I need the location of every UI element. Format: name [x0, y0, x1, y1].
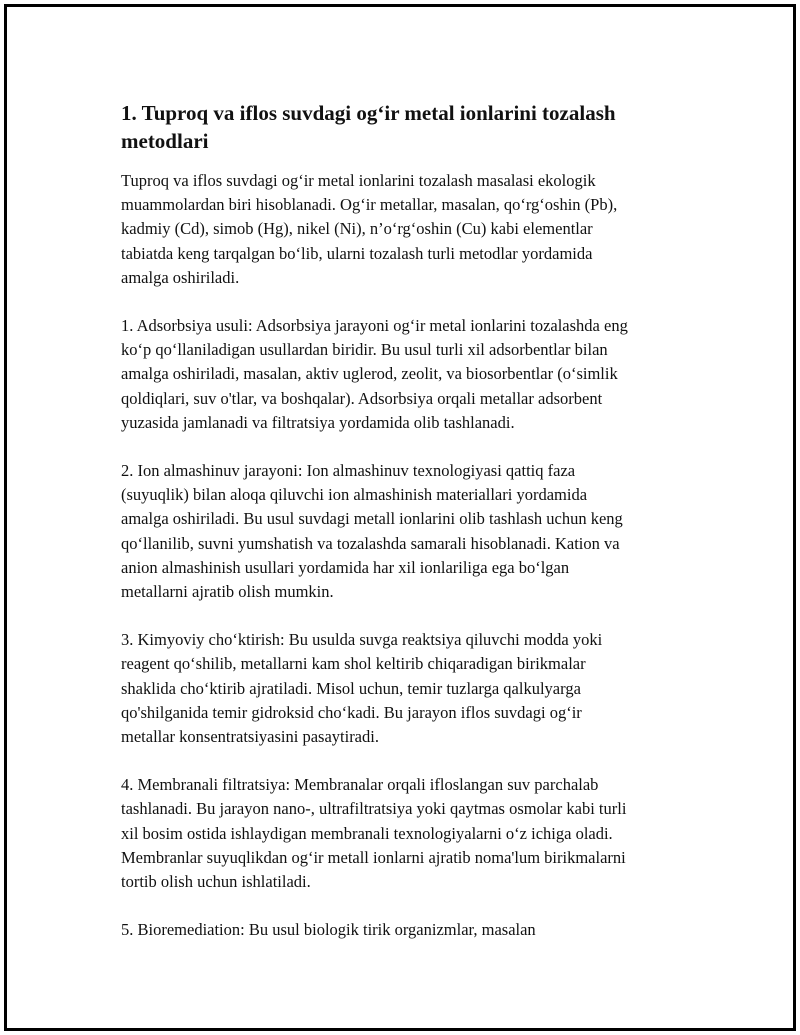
- document-page: [4, 4, 796, 1031]
- paragraph-intro: Tuproq va iflos suvdagi og‘ir metal ionlarini tozalash masalasi ekologik muammolardan biri hisoblanadi. Og‘ir metallar, masalan, qo‘rg‘oshin (Pb), kadmiy (Cd), simob (Hg), nikel (Ni), n’o‘rg‘oshin (Cu) kabi elementlar tabiatda keng tarqalgan bo‘lib, ularni tozalash turli metodlar yordamida amalga oshiriladi.: [121, 171, 618, 287]
- paragraph-chemical-precipitation: 3. Kimyoviy cho‘ktirish: Bu usulda suvga reaktsiya qiluvchi modda yoki reagent qo‘shilib, metallarni kam shol keltirib chiqaradigan birikmalar shaklida cho‘ktirib ajratiladi. Misol uchun, temir tuzlarga qalkulyarga qo'shilganida temir gidroksid cho‘kadi. Bu jarayon iflos suvdagi og‘ir metallar konsentratsiyasini pasaytiradi.: [121, 630, 603, 747]
- paragraph-ion-exchange: 2. Ion almashinuv jarayoni: Ion almashinuv texnologiyasi qattiq faza (suyuqlik) bilan aloqa qiluvchi ion almashinish materiallari yordamida amalga oshiriladi. Bu usul suvdagi metall ionlarini olib tashlash uchun keng qo‘llanilib, suvni yumshatish va tozalashda samarali hisoblanadi. Kation va anion almashinish usullari yordamida har xil ionlariliga ega bo‘lgan metallarni ajratib olish mumkin.: [121, 461, 623, 602]
- paragraph-membrane-filtration: 4. Membranali filtratsiya: Membranalar orqali ifloslangan suv parchalab tashlanadi. Bu jarayon nano-, ultrafiltratsiya yoki qaytmas osmolar kabi turli xil bosim ostida ishlaydigan membranali texnologiyalarni o‘z ichiga oladi. Membranlar suyuqlikdan og‘ir metall ionlarni ajratib noma'lum birikmalarni tortib olish uchun ishlatiladi.: [121, 775, 627, 892]
- paragraph-adsorption: 1. Adsorbsiya usuli: Adsorbsiya jarayoni og‘ir metal ionlarini tozalashda eng ko‘p qo‘llaniladigan usullardan biridir. Bu usul turli xil adsorbentlar bilan amalga oshiriladi, masalan, aktiv uglerod, zeolit, va biosorbentlar (o‘simlik qoldiqlari, suv o'tlar, va boshqalar). Adsorbsiya orqali metallar adsorbent yuzasida jamlanadi va filtratsiya yordamida olib tashlanadi.: [121, 316, 628, 432]
- section-title: 1. Tuproq va iflos suvdagi og‘ir metal ionlarini tozalash metodlari: [121, 101, 616, 153]
- paragraph-bioremediation: 5. Bioremediation: Bu usul biologik tirik organizmlar, masalan: [121, 920, 536, 940]
- document-content: [121, 99, 701, 966]
